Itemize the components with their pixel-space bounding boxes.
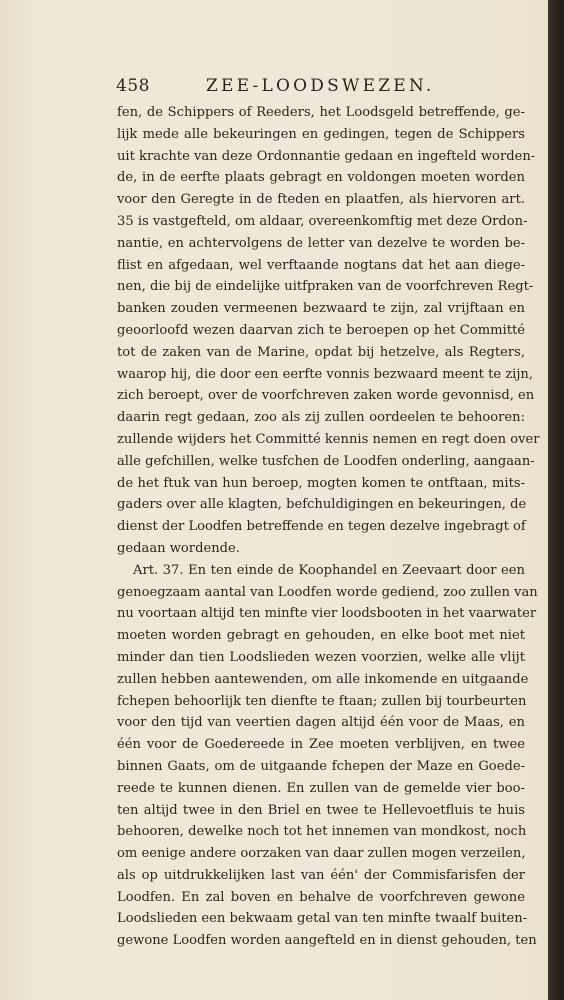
text-line: voor den tijd van veertien dagen altijd één voor de Maas, en: [117, 715, 525, 731]
text-line: flist en afgedaan, wel verftaande nogtans dat het aan diege-: [117, 257, 525, 273]
text-line: behooren, dewelke noch tot het innemen van mondkost, noch: [117, 824, 527, 840]
page-header: [116, 76, 526, 100]
text-line: Loodfen. En zal boven en behalve de voorfchreven gewone: [117, 889, 525, 905]
text-line: geoorloofd wezen daarvan zich te beroepen op het Committé: [117, 322, 525, 338]
text-line: gewone Loodfen worden aangefteld en in dienst gehouden, ten: [117, 933, 537, 949]
text-line: daarin regt gedaan, zoo als zij zullen oordeelen te behooren:: [117, 410, 525, 426]
text-line: als op uitdrukkelijken last van één' der Commisfarisfen der: [117, 867, 525, 883]
text-line: lijk mede alle bekeuringen en gedingen, tegen de Schippers: [117, 126, 525, 142]
text-line: binnen Gaats, om de uitgaande fchepen der Maze en Goede-: [117, 758, 525, 774]
text-line: nen, die bij de eindelijke uitfpraken van de voorfchreven Regt-: [117, 279, 534, 295]
text-line: zich beroept, over de voorfchreven zaken worde gevonnisd, en: [117, 388, 535, 404]
text-line: voor den Geregte in de fteden en plaatfen, als hiervoren art.: [117, 192, 525, 208]
text-line: gaders over alle klagten, befchuldigingen en bekeuringen, de: [117, 497, 527, 513]
text-line: nu voortaan altijd ten minfte vier loodsbooten in het vaarwater: [117, 606, 537, 622]
text-line: fen, de Schippers of Reeders, het Loodsgeld betreffende, ge-: [117, 105, 525, 120]
text-line: Art. 37. En ten einde de Koophandel en Zeevaart door een: [133, 562, 525, 578]
text-line: banken zouden vermeenen bezwaard te zijn, zal vrijftaan en: [117, 301, 525, 317]
page-number: 458: [116, 76, 150, 96]
text-line: 35 is vastgefteld, om aldaar, overeenkomftig met deze Ordon-: [117, 213, 528, 229]
paragraph: [117, 102, 540, 560]
body-text: [117, 102, 540, 952]
text-line: de, in de eerfte plaats gebragt en voldongen moeten worden: [117, 170, 525, 186]
text-line: reede te kunnen dienen. En zullen van de gemelde vier boo-: [117, 780, 525, 796]
text-line: zullende wijders het Committé kennis nemen en regt doen over: [117, 431, 540, 447]
text-line: genoegzaam aantal van Loodfen worde gediend, zoo zullen van: [117, 584, 538, 600]
text-line: één voor de Goedereede in Zee moeten verblijven, en twee: [117, 737, 525, 753]
text-line: minder dan tien Loodslieden wezen voorzien, welke alle vlijt: [117, 649, 525, 665]
text-line: ten altijd twee in den Briel en twee te Hellevoetfluis te huis: [117, 802, 525, 818]
text-line: Loodslieden een bekwaam getal van ten minfte twaalf buiten-: [117, 911, 528, 927]
text-line: gedaan wordende.: [117, 540, 240, 556]
text-line: moeten worden gebragt en gehouden, en elke boot met niet: [117, 628, 525, 644]
text-line: nantie, en achtervolgens de letter van dezelve te worden be-: [117, 235, 525, 251]
text-line: uit krachte van deze Ordonnantie gedaan en ingefteld worden-: [117, 148, 536, 164]
text-line: tot de zaken van de Marine, opdat bij hetzelve, als Regters,: [117, 344, 525, 360]
text-line: fchepen behoorlijk ten dienfte te ftaan; zullen bij tourbeurten: [117, 693, 527, 709]
paragraph: [117, 560, 538, 952]
page-edge: [548, 0, 564, 1000]
text-line: dienst der Loodfen betreffende en tegen dezelve ingebragt of: [117, 519, 526, 535]
running-head: ZEE-LOODSWEZEN.: [206, 76, 435, 96]
text-line: de het ftuk van hun beroep, mogten komen te ontftaan, mits-: [117, 475, 525, 491]
text-line: alle gefchillen, welke tusfchen de Loodfen onderling, aangaan-: [117, 453, 535, 469]
text-line: waarop hij, die door een eerfte vonnis bezwaard meent te zijn,: [117, 366, 533, 382]
text-line: om eenige andere oorzaken van daar zullen mogen verzeilen,: [117, 846, 526, 862]
text-line: zullen hebben aantewenden, om alle inkomende en uitgaande: [117, 671, 529, 687]
